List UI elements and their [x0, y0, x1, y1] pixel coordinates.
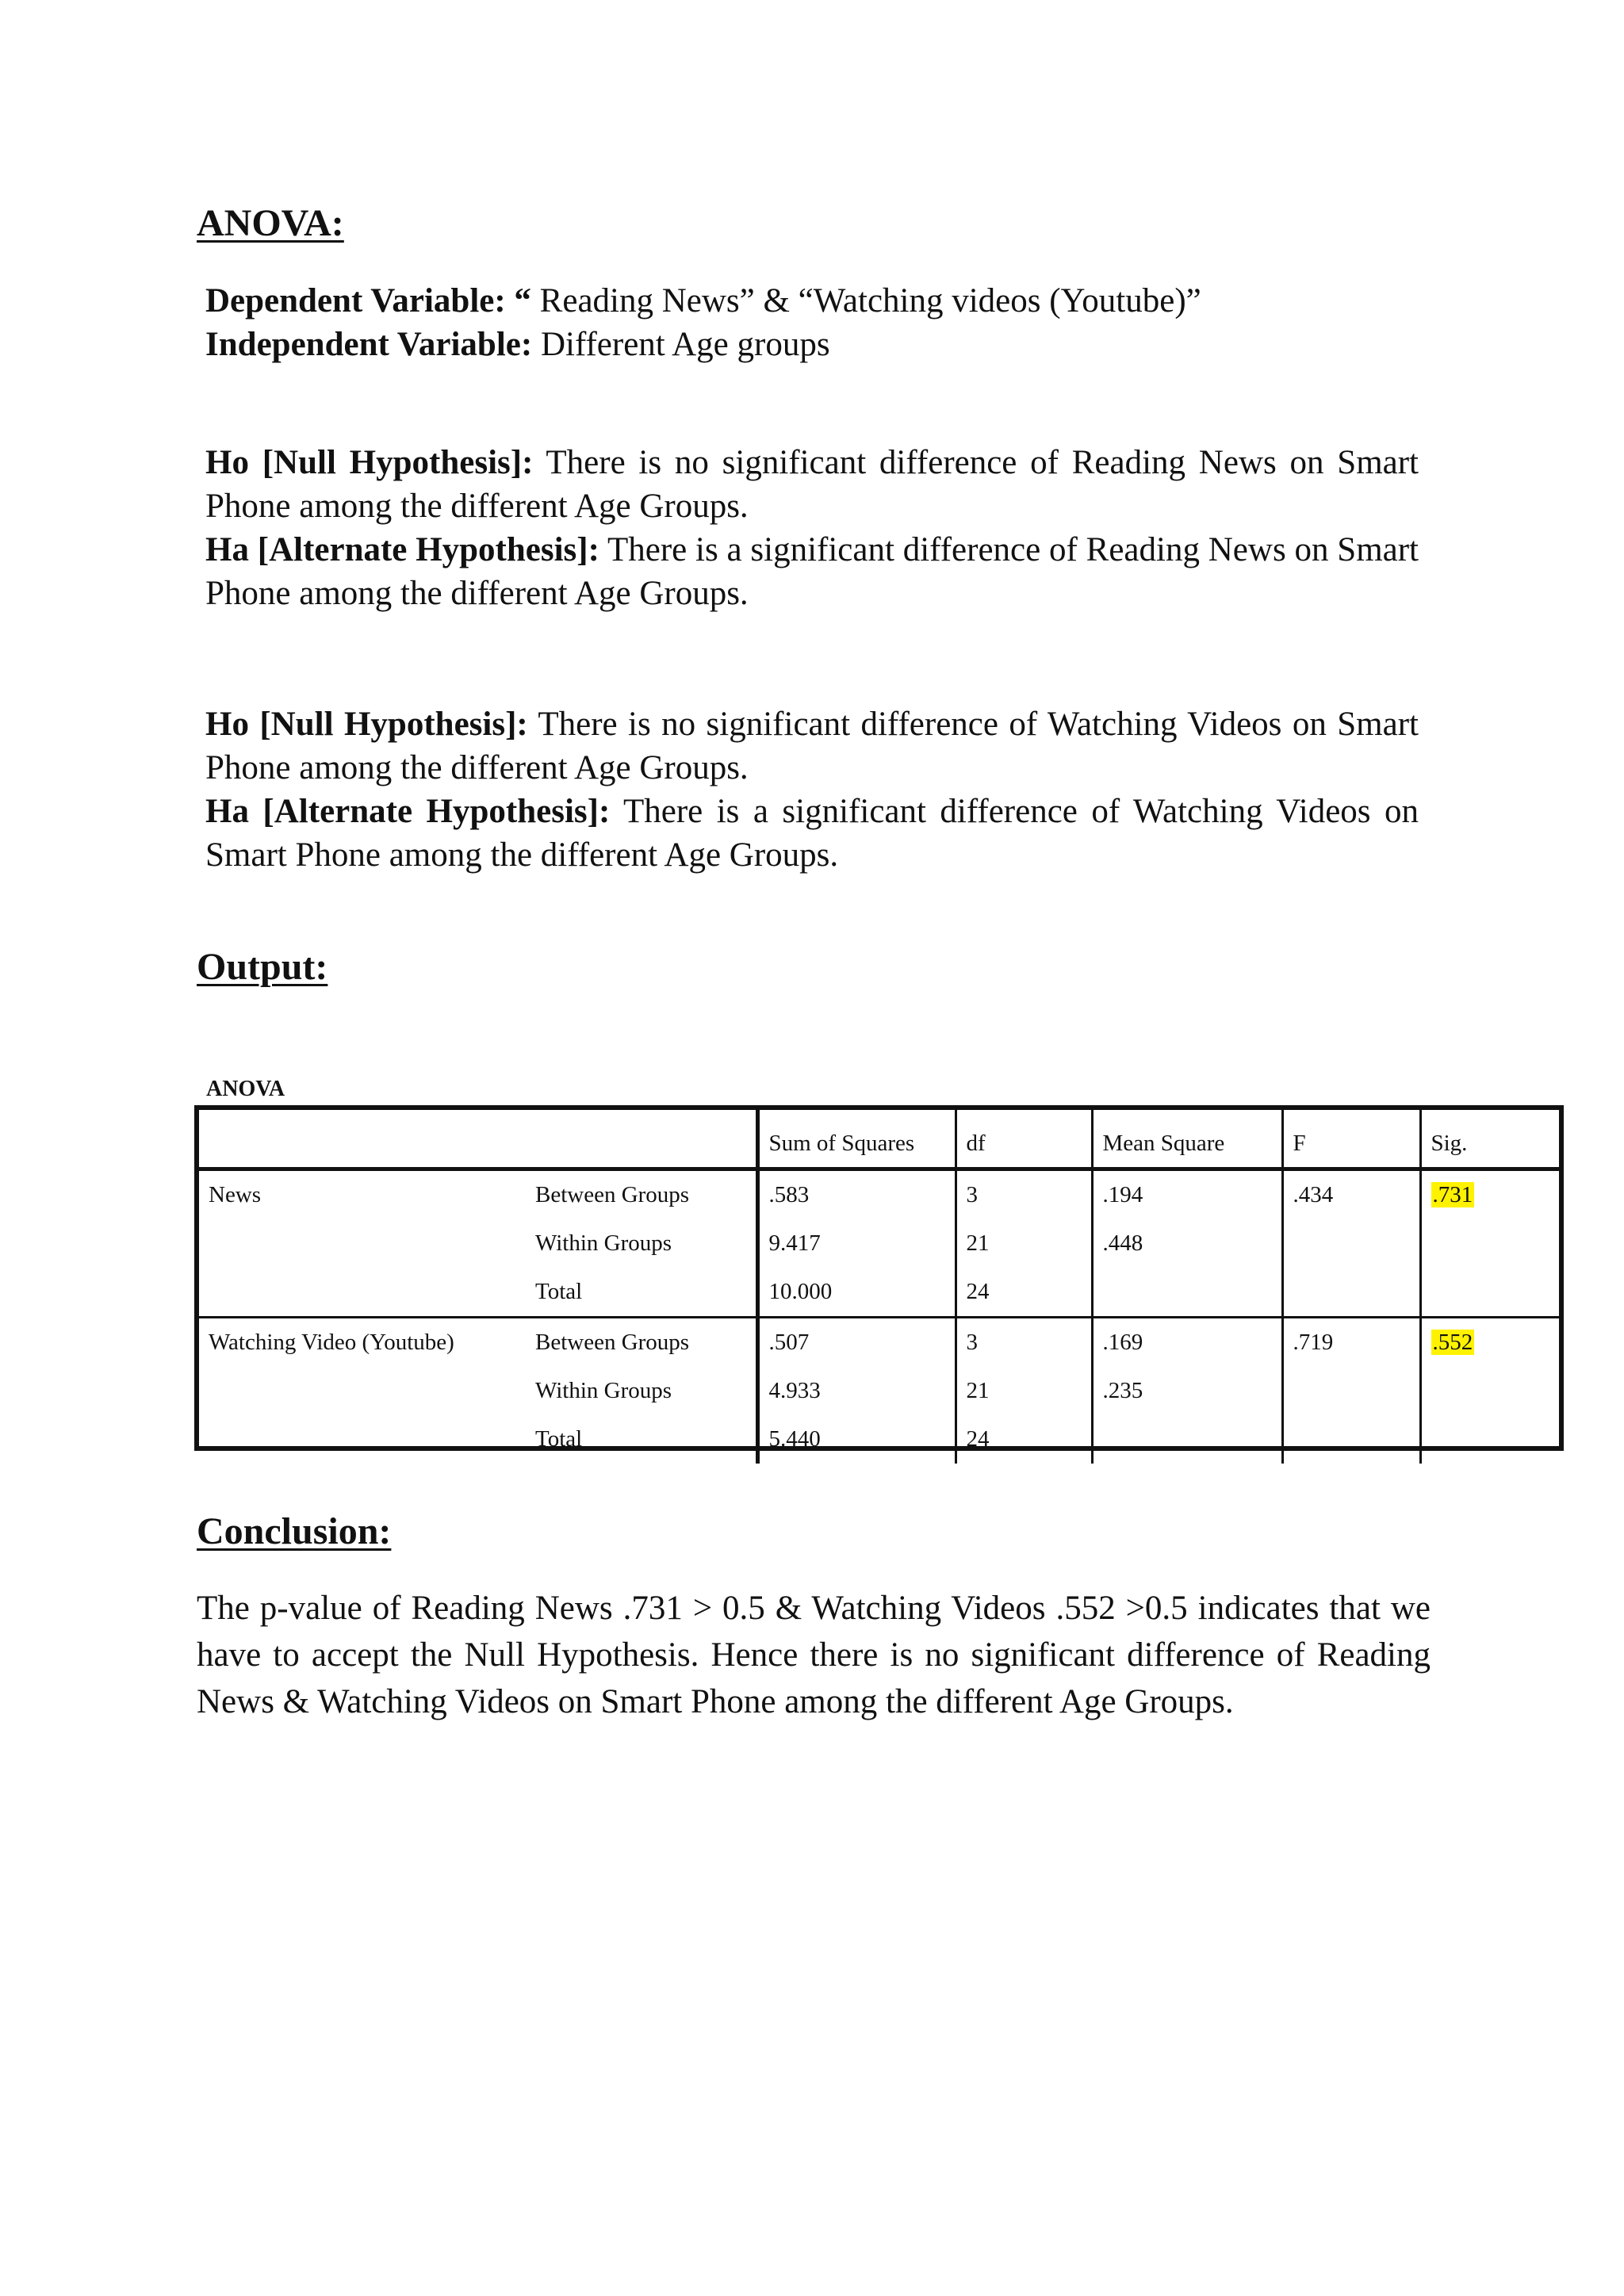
cell-df: 21 [956, 1219, 1092, 1268]
video-null-label: Ho [Null Hypothesis]: [205, 706, 528, 743]
news-alt-text: There is a significant difference of Reading News on Smart Phone among the different Age Groups. [205, 531, 1419, 612]
cell-f [1282, 1367, 1420, 1415]
cell-sig [1420, 1169, 1559, 1220]
row-source: Total [526, 1268, 757, 1318]
cell-sum-of-squares: .583 [757, 1169, 956, 1220]
group-name-news: News [209, 1182, 262, 1207]
header-empty [526, 1110, 757, 1169]
group-name-empty [199, 1219, 526, 1268]
independent-variable-value: Different Age groups [532, 326, 830, 363]
cell-df: 3 [956, 1318, 1092, 1368]
conclusion-paragraph: The p-value of Reading News .731 > 0.5 & Watching Videos .552 >0.5 indicates that we have to accept the Null Hypothesis. Hence there is no significant difference of Reading News & Watching Videos on Smart Phone among the different Age Groups. [197, 1590, 1431, 1720]
table-row [199, 1169, 1559, 1220]
header-f: F [1282, 1110, 1420, 1169]
table-row [199, 1367, 1559, 1415]
video-null-hypothesis [205, 702, 1419, 790]
group-name-empty [199, 1415, 526, 1464]
anova-header-row [199, 1110, 1559, 1169]
cell-sum-of-squares: 5.440 [757, 1415, 956, 1464]
cell-mean-square [1092, 1268, 1282, 1318]
header-df: df [956, 1110, 1092, 1169]
sig-highlight-news: .731 [1432, 1182, 1473, 1207]
row-source: Between Groups [535, 1330, 690, 1355]
video-alt-label: Ha [Alternate Hypothesis]: [205, 793, 611, 830]
cell-f [1282, 1268, 1420, 1318]
conclusion-heading: Conclusion: [197, 1510, 392, 1552]
cell-f [1282, 1415, 1420, 1464]
row-source: Total [535, 1426, 583, 1452]
row-source: Within Groups [535, 1378, 672, 1403]
cell-sum-of-squares: .507 [757, 1318, 956, 1368]
video-alt-text: There is a significant difference of Watching Videos on Smart Phone among the different Age Groups. [205, 793, 1419, 874]
cell-sig [1420, 1318, 1559, 1368]
cell-df: 21 [956, 1367, 1092, 1415]
cell-f: .719 [1282, 1318, 1420, 1368]
cell-mean-square: .194 [1092, 1169, 1282, 1220]
news-null-label: Ho [Null Hypothesis]: [205, 444, 534, 481]
cell-sig [1420, 1268, 1559, 1318]
cell-mean-square: .169 [1092, 1318, 1282, 1368]
cell-df: 24 [956, 1415, 1092, 1464]
news-null-text: There is no significant difference of Reading News on Smart Phone among the different Age Groups. [205, 444, 1419, 525]
cell-mean-square: .235 [1092, 1367, 1282, 1415]
independent-variable-label: Independent Variable: [205, 326, 533, 363]
row-source: Between Groups [535, 1182, 690, 1207]
dependent-variable-label: Dependent Variable: “ [205, 282, 531, 320]
news-null-hypothesis [205, 441, 1419, 528]
header-sum-of-squares: Sum of Squares [757, 1110, 956, 1169]
table-row [199, 1415, 1559, 1464]
header-mean-square: Mean Square [1092, 1110, 1282, 1169]
independent-variable-line [205, 323, 1419, 366]
cell-sig [1420, 1367, 1559, 1415]
table-row [199, 1219, 1559, 1268]
row-source: Within Groups [535, 1230, 672, 1256]
video-null-text: There is no significant difference of Watching Videos on Smart Phone among the different Age Groups. [205, 706, 1419, 786]
news-alternate-hypothesis [205, 528, 1419, 615]
video-alternate-hypothesis [205, 790, 1419, 877]
anova-table [194, 1105, 1564, 1451]
cell-sig [1420, 1415, 1559, 1464]
variables-block [205, 279, 1419, 366]
header-empty [199, 1110, 526, 1169]
group-name-watching-video: Watching Video (Youtube) [209, 1330, 454, 1355]
cell-f [1282, 1219, 1420, 1268]
anova-heading: ANOVA: [197, 202, 344, 244]
cell-mean-square [1092, 1415, 1282, 1464]
cell-f: .434 [1282, 1169, 1420, 1220]
table-row [199, 1318, 1559, 1368]
cell-df: 3 [956, 1169, 1092, 1220]
header-sig: Sig. [1420, 1110, 1559, 1169]
cell-sum-of-squares: 4.933 [757, 1367, 956, 1415]
cell-df: 24 [956, 1268, 1092, 1318]
group-name-empty [199, 1367, 526, 1415]
anova-table-caption: ANOVA [206, 1077, 285, 1101]
table-row [199, 1268, 1559, 1318]
cell-sum-of-squares: 9.417 [757, 1219, 956, 1268]
cell-sum-of-squares: 10.000 [757, 1268, 956, 1318]
output-heading: Output: [197, 946, 328, 988]
sig-highlight-video: .552 [1432, 1330, 1473, 1355]
dependent-variable-value: Reading News” & “Watching videos (Youtube)” [530, 282, 1201, 320]
cell-sig [1420, 1219, 1559, 1268]
group-name-empty [199, 1268, 526, 1318]
dependent-variable-line [205, 279, 1419, 323]
news-alt-label: Ha [Alternate Hypothesis]: [205, 531, 599, 568]
cell-mean-square: .448 [1092, 1219, 1282, 1268]
